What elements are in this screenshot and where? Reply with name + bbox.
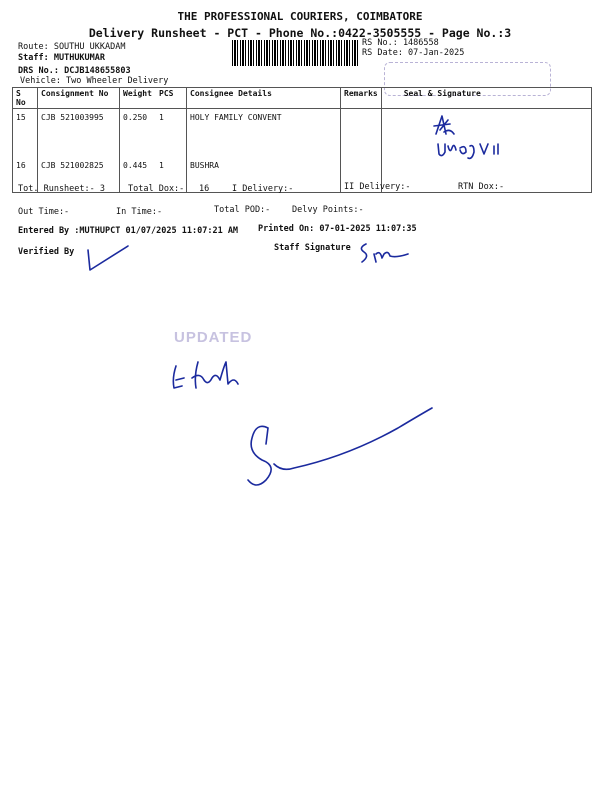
- cell-consignee: HOLY FAMILY CONVENT: [187, 109, 341, 159]
- cell-weight: 0.445: [120, 158, 157, 193]
- out-time-label: Out Time:-: [18, 207, 70, 217]
- cell-consignee: BUSHRA: [187, 158, 341, 193]
- rtn-dox-label: RTN Dox:-: [458, 182, 505, 192]
- cell-weight: 0.250: [120, 109, 157, 159]
- barcode: [232, 40, 358, 66]
- col-header-consignment: Consignment No: [38, 88, 120, 109]
- handwritten-initials: [168, 358, 248, 398]
- row-16-signature: [436, 140, 516, 164]
- col-header-seal: Seal & Signature: [381, 88, 591, 109]
- drs-label: DRS No.:: [18, 66, 59, 76]
- staff-value: MUTHUKUMAR: [53, 53, 106, 63]
- company-title: THE PROFESSIONAL COURIERS, COIMBATORE: [177, 10, 423, 23]
- route-label: Route: SOUTHU UKKADAM: [18, 42, 126, 52]
- staff-signature-label: Staff Signature: [274, 243, 351, 253]
- in-time-label: In Time:-: [116, 207, 163, 217]
- large-signature: [238, 404, 438, 494]
- ii-delivery-label: II Delivery:-: [344, 182, 411, 192]
- col-header-remarks: Remarks: [341, 88, 382, 109]
- verified-by-label: Verified By: [18, 247, 75, 257]
- col-header-sno: S No: [13, 88, 38, 109]
- entered-by: Entered By :MUTHUPCT 01/07/2025 11:07:21 AM: [18, 226, 239, 236]
- cell-sno: 16: [13, 158, 38, 193]
- rs-date: RS Date: 07-Jan-2025: [362, 48, 465, 58]
- total-pod-label: Total POD:-: [214, 205, 271, 215]
- runsheet-subtitle: Delivery Runsheet - PCT - Phone No.:0422-3505555 - Page No.:3: [88, 26, 512, 40]
- cell-pcs: 1: [156, 109, 187, 159]
- col-header-consignee: Consignee Details: [187, 88, 341, 109]
- vehicle-label: Vehicle: Two Wheeler Delivery: [20, 76, 169, 86]
- total-dox-value: 16: [199, 184, 210, 194]
- total-dox-label: Total Dox:-: [128, 184, 185, 194]
- updated-stamp: UPDATED: [174, 329, 253, 346]
- rs-number: RS No.: 1486558: [362, 38, 439, 48]
- verified-by-signature: [84, 244, 134, 274]
- staff-line: [18, 53, 105, 63]
- row-15-signature: [432, 112, 462, 142]
- col-header-pcs: PCS: [156, 88, 187, 109]
- staff-signature-mark: [356, 240, 416, 264]
- printed-on: Printed On: 07-01-2025 11:07:35: [258, 224, 417, 234]
- drs-line: [18, 66, 131, 76]
- col-header-weight: Weight: [120, 88, 157, 109]
- tot-runsheet: Tot. Runsheet:- 3: [18, 184, 105, 194]
- cell-pcs: 1: [156, 158, 187, 193]
- staff-label: Staff:: [18, 53, 49, 63]
- cell-consignment: CJB 521003995: [38, 109, 120, 159]
- cell-consignment: CJB 521002825: [38, 158, 120, 193]
- i-delivery-label: I Delivery:-: [232, 184, 294, 194]
- drs-value: DCJB148655803: [64, 66, 131, 76]
- cell-remarks: [341, 109, 382, 159]
- delvy-points-label: Delvy Points:-: [292, 205, 364, 215]
- cell-sno: 15: [13, 109, 38, 159]
- table-header-row: [13, 88, 592, 109]
